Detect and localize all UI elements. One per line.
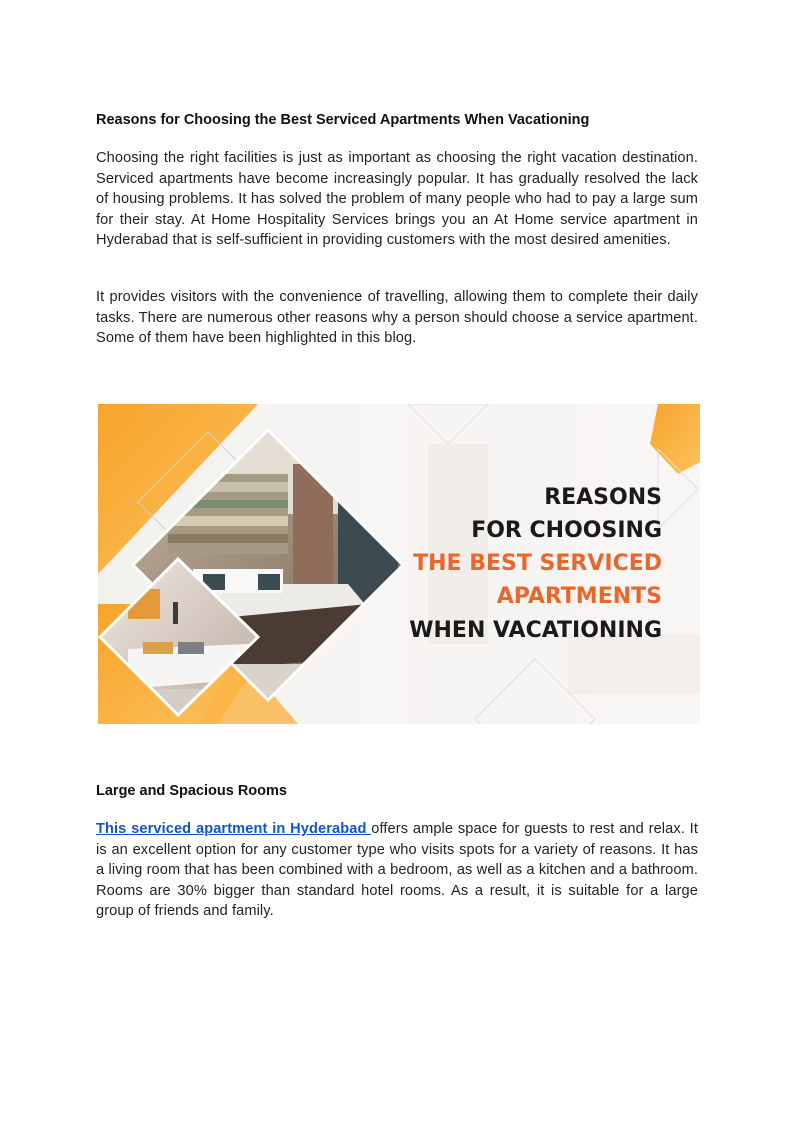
banner-line-1: REASONS — [544, 485, 662, 510]
serviced-apartment-link[interactable]: This serviced apartment in Hyderabad — [96, 821, 372, 837]
banner-image — [98, 404, 700, 724]
section-heading-rooms: Large and Spacious Rooms — [96, 783, 287, 799]
banner-line-3: THE BEST SERVICED — [413, 551, 662, 576]
banner-line-2: FOR CHOOSING — [471, 518, 662, 543]
second-paragraph: It provides visitors with the convenience of travelling, allowing them to complete their daily tasks. There are numerous other reasons why a person should choose a service apartment. Some of them have been highlighted in this blog. — [96, 289, 698, 347]
rooms-paragraph — [96, 819, 698, 922]
intro-paragraph: Choosing the right facilities is just as important as choosing the right vacation destination. Serviced apartments have become increasingly popular. It has gradually resolved the lack of housing problems. It has solved the problem of many people who had to pay a large sum for their stay. At Home Hospitality Services brings you an At Home service apartment in Hyderabad that is self-sufficient in providing customers with the most desired amenities. — [96, 150, 698, 249]
banner-line-4: APARTMENTS — [496, 584, 662, 609]
section-heading-reasons: Reasons for Choosing the Best Serviced Apartments When Vacationing — [96, 112, 590, 128]
banner-line-5: WHEN VACATIONING — [409, 618, 662, 643]
rooms-paragraph-text: offers ample space for guests to rest and relax. It is an excellent option for any customer type who visits spots for a variety of reasons. It has a living room that has been combined with a bedroom, as well as a kitchen and a bathroom. Rooms are 30% bigger than standard hotel rooms. As a result, it is suitable for a large group of friends and family. — [96, 821, 698, 920]
